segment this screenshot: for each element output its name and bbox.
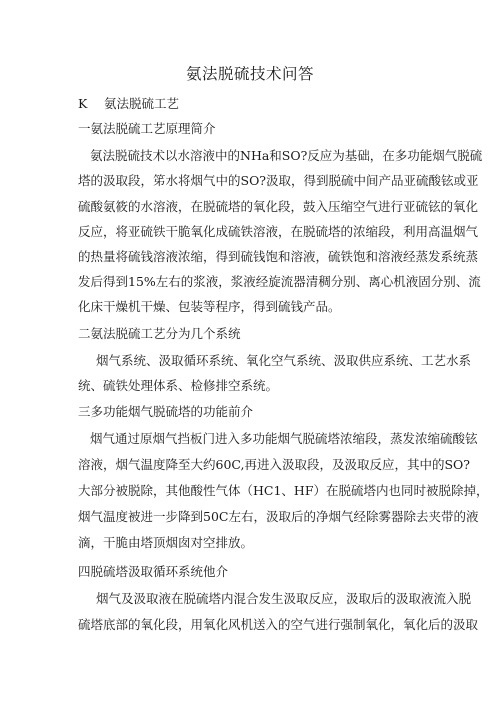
- section-header: [78, 94, 179, 112]
- document-title: 氨法脱硫技术问答: [185, 65, 314, 83]
- paragraph-line: 统、硫铁处理体系、检修排空系统。: [78, 378, 279, 393]
- paragraph-line: 大部分被脱除，其他酸性气体（HC1、HF）在脱硫塔内也同时被脱除掉，: [78, 483, 489, 498]
- block-heading: 四脱硫塔汲取循环系统他介: [78, 564, 229, 579]
- paragraph-line: 的热量将硫钱溶液浓缩，得到硫钱饱和溶液，硫铁饱和溶液经蒸发系统蒸: [78, 249, 479, 264]
- paragraph-line: 化床干燥机干燥、包装等程序，得到硫钱产品。: [78, 299, 341, 314]
- paragraph-line: 烟气及汲取液在脱硫塔内混合发生汲取反应，汲取后的汲取液流入脱: [96, 591, 472, 606]
- paragraph-line: 溶液，烟气温度降至大约60C,再进入汲取段，及汲取反应，其中的SO?: [78, 457, 471, 472]
- paragraph-line: 塔的汲取段，笫水将烟气中的SO?汲取，得到脱硫中间产品亚硫酸铉或亚: [78, 173, 479, 188]
- paragraph-line: 烟气通过原烟气挡板门进入多功能烟气脱硫塔浓缩段，蒸发浓缩硫酸铉: [90, 431, 478, 446]
- paragraph-line: 滴，干脆由塔顶烟囱对空排放。: [78, 535, 254, 550]
- paragraph-line: 硫塔底部的氧化段，用氧化风机送入的空气进行强制氧化，氧化后的汲取: [78, 617, 479, 632]
- paragraph-line: 硫酸氨筱的水溶液，在脱硫塔的氧化段，鼓入压缩空气进行亚硫铉的氧化: [78, 199, 479, 214]
- paragraph-line: 氨法脱硫技术以水溶液中的NHa和SO?反应为基础，在多功能烟气脱硫: [90, 148, 483, 163]
- paragraph-line: 发后得到15%左右的浆液，浆液经旋流器清稠分别、离心机液固分别、流: [78, 274, 481, 289]
- section-label: K: [78, 96, 88, 111]
- paragraph-line: 烟气温度被进一步降到50C左右，汲取后的净烟气经除雾器除去夹带的液: [78, 509, 479, 524]
- section-title: 氨法脱硫工艺: [104, 96, 180, 111]
- paragraph-line: 烟气系统、汲取循环系统、氧化空气系统、汲取供应系统、工艺水系: [96, 353, 472, 368]
- block-heading: 二氨法脱硫工艺分为几个系统: [78, 326, 241, 341]
- block-heading: 三多功能烟气脱硫塔的功能前介: [78, 404, 254, 419]
- block-heading: 一氨法脱硫工艺原理简介: [78, 121, 216, 136]
- paragraph-line: 反应，将亚硫铁干脆氧化成硫铁溶液，在脱硫塔的浓缩段，利用高温烟气: [78, 224, 479, 239]
